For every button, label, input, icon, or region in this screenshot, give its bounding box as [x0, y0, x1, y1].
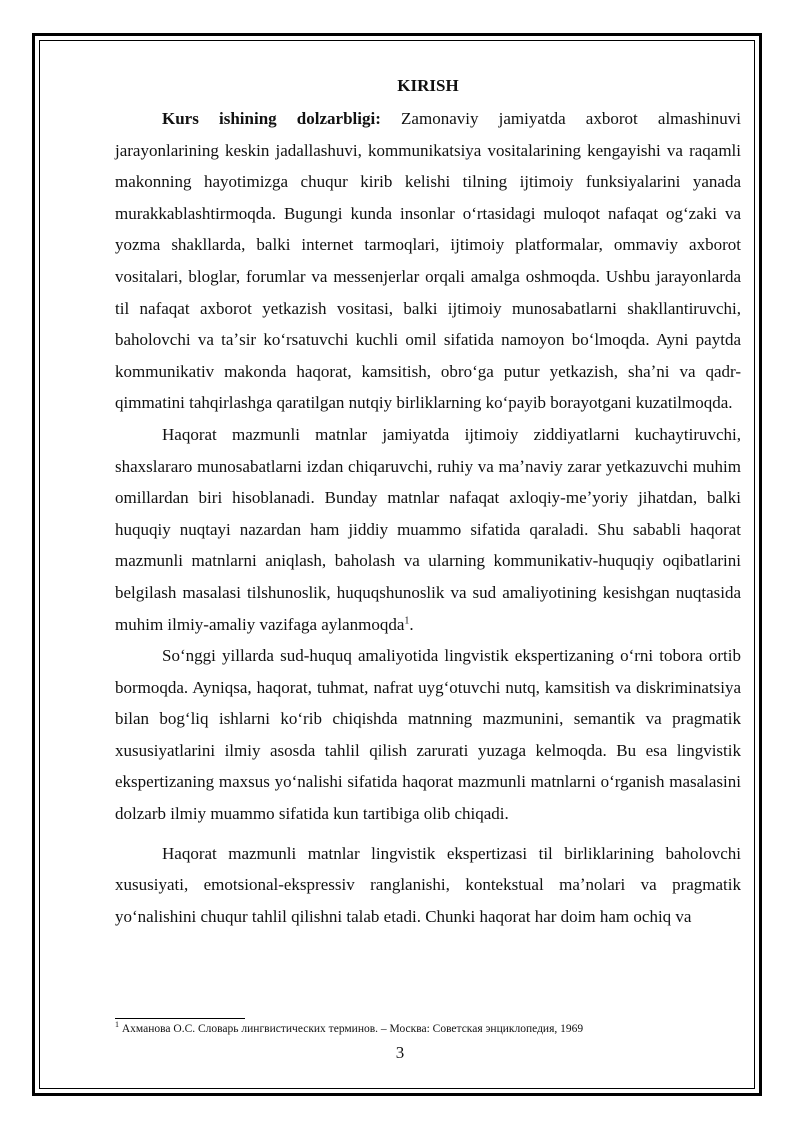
paragraph-insult-texts [115, 419, 741, 640]
paragraph-text: Soʻnggi yillarda sud-huquq amaliyotida lingvistik ekspertizaning oʻrni tobora ortib bormoqda. Ayniqsa, haqorat, tuhmat, nafrat uygʻotuvchi nutq, kamsitish va diskriminatsiya bilan bogʻliq ishlarni koʻrib chiqishda matnning mazmunini, semantik va pragmatik xususiyatlarini ilmiy asosda tahlil qilish zarurati yuzaga kelmoqda. Bu esa lingvistik ekspertizaning maxsus yoʻnalishi sifatida haqorat mazmunli matnlarni oʻrganish masalasini dolzarb ilmiy muammo sifatida kun tartibiga olib chiqadi. [115, 646, 741, 824]
section-heading: KIRISH [397, 76, 459, 95]
footnote-separator [115, 1018, 245, 1019]
paragraph-text: Haqorat mazmunli matnlar jamiyatda ijtimoiy ziddiyatlarni kuchaytiruvchi, shaxslararo munosabatlarni izdan chiqaruvchi, ruhiy va maʼnaviy zarar yetkazuvchi muhim omillardan biri hisoblanadi. Bunday matnlar nafaqat axloqiy-meʼyoriy jihatdan, balki huquqiy nuqtayi nazardan ham jiddiy muammo sifatida qaraladi. Shu sababli haqorat mazmunli matnlarni aniqlash, baholash va ularning kommunikativ-huquqiy oqibatlarini belgilash masalasi tilshunoslik, huquqshunoslik va sud amaliyotining kesishgan nuqtasida muhim ilmiy-amaliy vazifaga aylanmoqda [115, 424, 741, 634]
paragraph-lead: Kurs ishining dolzarbligi: [162, 109, 381, 128]
paragraph-linguistic-analysis [115, 838, 741, 933]
footnote-mark: 1 [115, 1020, 119, 1030]
footnote [115, 1022, 741, 1036]
footnote-reference[interactable]: 1 [404, 614, 410, 626]
page-number: 3 [395, 1043, 405, 1062]
paragraph-text: Zamonaviy jamiyatda axborot almashinuvi jarayonlarining keskin jadallashuvi, kommunikatsiya vositalarining kengayishi va raqamli makonning hayotimizga chuqur kirib kelishi tilning ijtimoiy funksiyalarini yanada murakkablashtirmoqda. Bugungi kunda insonlar oʻrtasidagi muloqot nafaqat ogʻzaki va yozma shakllarda, balki internet tarmoqlari, ijtimoiy platformalar, ommaviy axborot vositalari, bloglar, forumlar va messenjerlar orqali amalga oshmoqda. Ushbu jarayonlarda til nafaqat axborot yetkazish vositasi, balki ijtimoiy munosabatlarni shakllantiruvchi, baholovchi va taʼsir koʻrsatuvchi kuchli omil sifatida namoyon boʻlmoqda. Ayni paytda kommunikativ makonda haqorat, kamsitish, obroʻga putur yetkazish, shaʼni va qadr-qimmatini tahqirlashga qaratilgan nutqiy birliklarning koʻpayib borayotgani kuzatilmoqda. [115, 109, 741, 413]
footnote-text: Ахманова О.С. Словарь лингвистических терминов. – Москва: Советская энциклопедия, 1969 [119, 1023, 584, 1035]
paragraph-expertise-role [115, 640, 741, 830]
paragraph-relevance [115, 103, 741, 419]
paragraph-tail: . [409, 614, 414, 634]
page-body [115, 73, 741, 932]
paragraph-text: Haqorat mazmunli matnlar lingvistik ekspertizasi til birliklarining baholovchi xususiyati, emotsional-ekspressiv ranglanishi, kontekstual maʼnolari va pragmatik yoʻnalishini chuqur tahlil qilishni talab etadi. Chunki haqorat har doim ham ochiq va [115, 843, 741, 926]
